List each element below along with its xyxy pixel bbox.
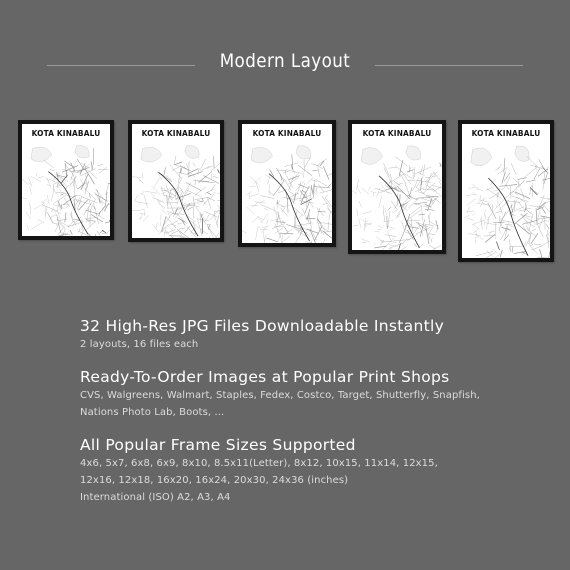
feature-heading: Ready-To-Order Images at Popular Print Shops — [80, 368, 450, 386]
header-left-rule — [47, 65, 195, 66]
feature-frame-sizes — [80, 435, 438, 506]
map-print-frame-3 — [238, 120, 336, 247]
feature-heading: All Popular Frame Sizes Supported — [80, 436, 356, 454]
city-map-illustration — [462, 144, 550, 258]
map-print-paper — [132, 124, 220, 238]
city-map-illustration — [352, 144, 442, 250]
feature-detail-line: 4x6, 5x7, 6x8, 6x9, 8x10, 8.5x11(Letter), 8x12, 10x15, 11x14, 12x15, — [80, 458, 438, 469]
map-print-city-label: KOTA KINABALU — [141, 129, 211, 138]
map-print-frame-2 — [128, 120, 224, 242]
map-print-city-label: KOTA KINABALU — [362, 129, 432, 138]
header — [0, 50, 570, 78]
map-print-frame-5 — [458, 120, 554, 262]
feature-detail-line: International (ISO) A2, A3, A4 — [80, 492, 231, 503]
map-print-city-label: KOTA KINABALU — [31, 129, 101, 138]
map-print-city-label: KOTA KINABALU — [471, 129, 541, 138]
map-print-paper — [22, 124, 110, 236]
feature-heading: 32 High-Res JPG Files Downloadable Instantly — [80, 317, 445, 335]
map-print-frame-1 — [18, 120, 114, 240]
feature-detail-line: 2 layouts, 16 files each — [80, 339, 199, 350]
city-map-illustration — [132, 144, 220, 238]
feature-print-shops — [80, 367, 480, 421]
city-map-illustration — [242, 144, 332, 243]
map-print-paper — [462, 124, 550, 258]
map-print-city-label: KOTA KINABALU — [252, 129, 322, 138]
feature-files — [80, 316, 444, 353]
city-map-illustration — [22, 144, 110, 236]
feature-detail-line: CVS, Walgreens, Walmart, Staples, Fedex, Costco, Target, Shutterfly, Snapfish, — [80, 390, 480, 401]
feature-detail-line: 12x16, 12x18, 16x20, 16x24, 20x30, 24x36 (inches) — [80, 475, 349, 486]
page-title: Modern Layout — [219, 50, 351, 72]
feature-detail-line: Nations Photo Lab, Boots, ... — [80, 407, 225, 418]
header-right-rule — [375, 65, 523, 66]
map-print-paper — [242, 124, 332, 243]
map-print-frame-4 — [348, 120, 446, 254]
map-print-paper — [352, 124, 442, 250]
